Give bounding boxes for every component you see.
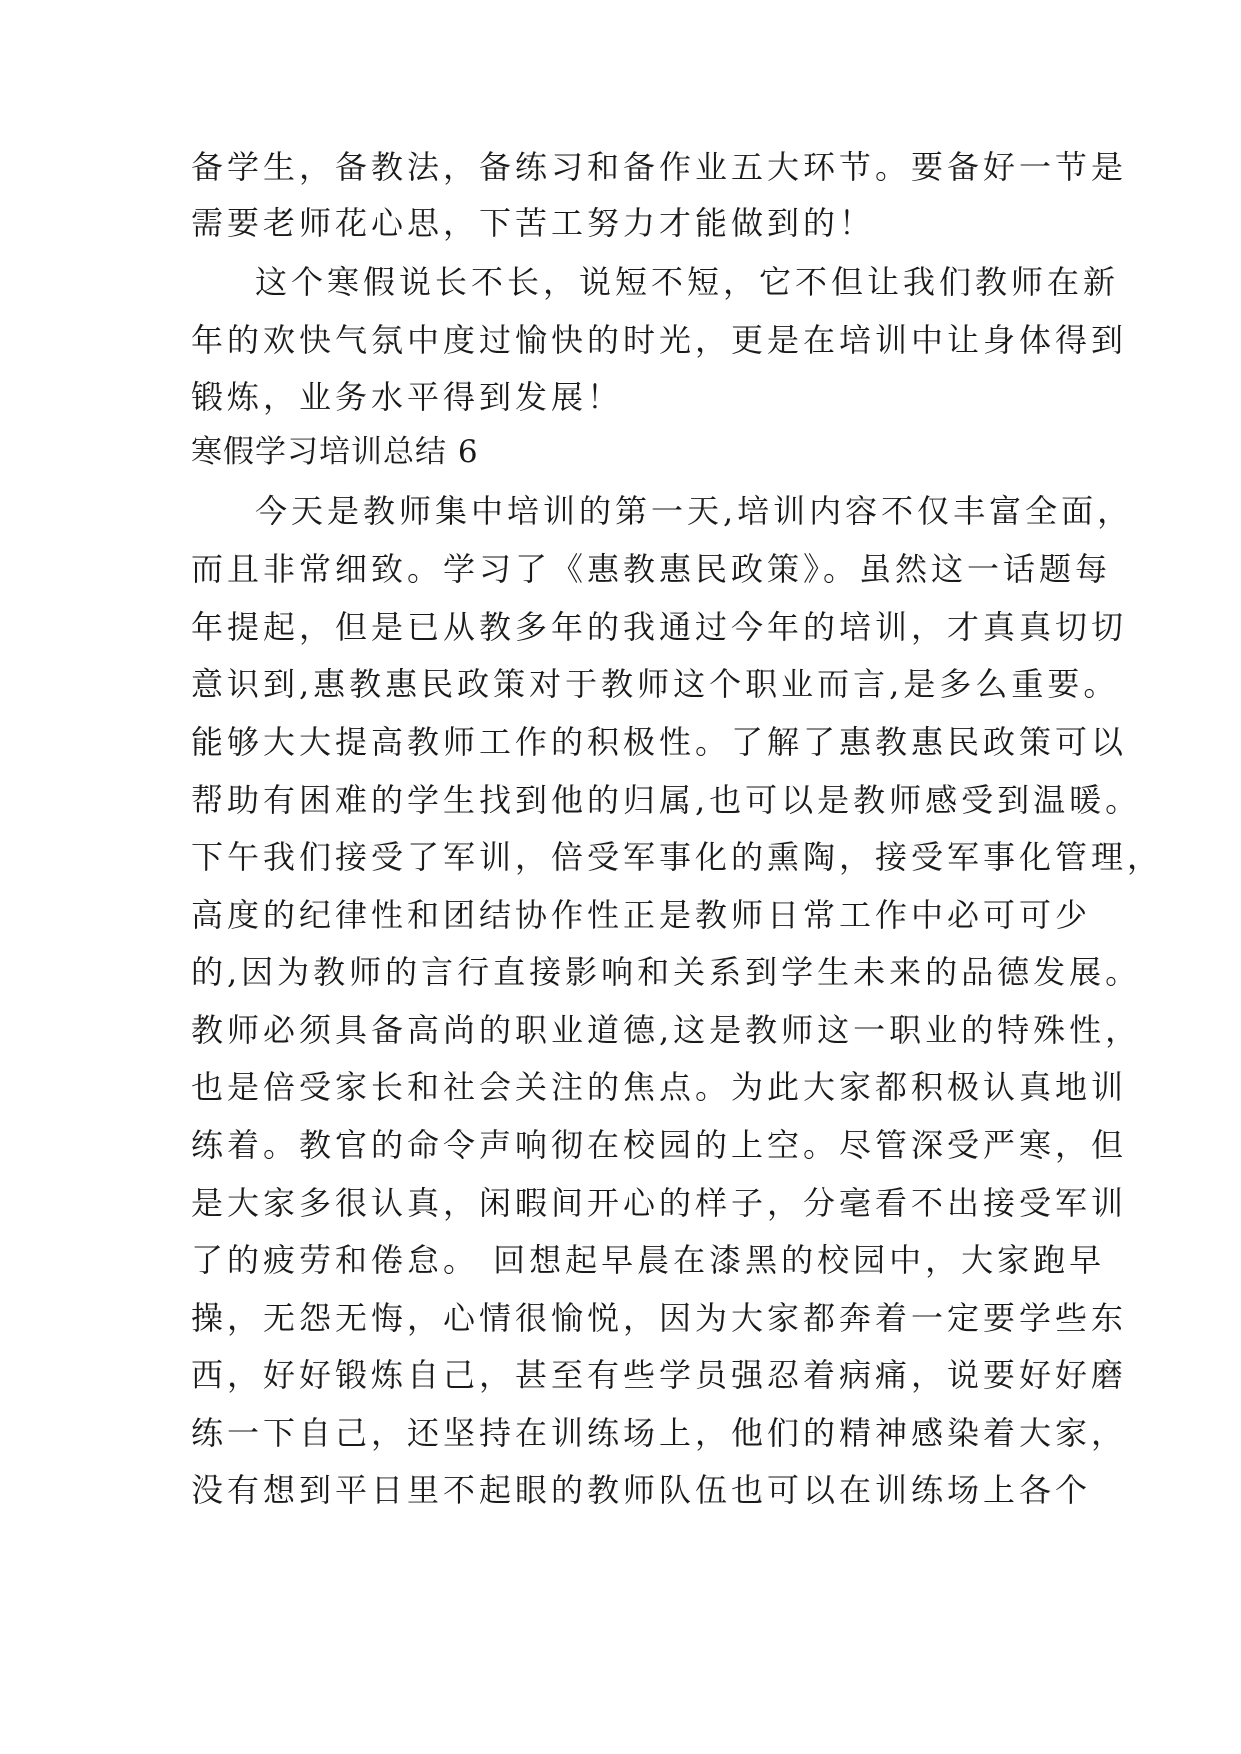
- text-line: 需要老师花心思，下苦工努力才能做到的！: [191, 204, 876, 242]
- text-line: 锻炼，业务水平得到发展！: [191, 378, 624, 416]
- text-line: 意识到,惠教惠民政策对于教师这个职业而言,是多么重要。: [191, 665, 1120, 703]
- text-line: 下午我们接受了军训，倍受军事化的熏陶，接受军事化管理，: [191, 838, 1164, 876]
- text-line: 备学生，备教法，备练习和备作业五大环节。要备好一节是: [191, 148, 1128, 186]
- text-line: 年的欢快气氛中度过愉快的时光，更是在培训中让身体得到: [191, 321, 1128, 359]
- text-line: 操，无怨无悔，心情很愉悦，因为大家都奔着一定要学些东: [191, 1299, 1128, 1337]
- paragraph-first-line: 这个寒假说长不长，说短不短，它不但让我们教师在新: [255, 263, 1120, 301]
- text-line: 也是倍受家长和社会关注的焦点。为此大家都积极认真地训: [191, 1068, 1128, 1106]
- text-line: 练一下自己，还坚持在训练场上，他们的精神感染着大家，: [191, 1414, 1128, 1452]
- text-line: 高度的纪律性和团结协作性正是教师日常工作中必可可少: [191, 896, 1092, 934]
- text-line: 的,因为教师的言行直接影响和关系到学生未来的品德发展。: [191, 953, 1142, 991]
- text-line: 了的疲劳和倦怠。 回想起早晨在漆黑的校园中，大家跑早: [191, 1241, 1106, 1279]
- text-line: 没有想到平日里不起眼的教师队伍也可以在训练场上各个: [191, 1471, 1092, 1509]
- paragraph-first-line: 今天是教师集中培训的第一天,培训内容不仅丰富全面，: [255, 492, 1134, 530]
- text-line: 教师必须具备高尚的职业道德,这是教师这一职业的特殊性，: [191, 1011, 1142, 1049]
- text-line: 西，好好锻炼自己，甚至有些学员强忍着病痛，说要好好磨: [191, 1356, 1128, 1394]
- text-line: 而且非常细致。学习了《惠教惠民政策》。虽然这一话题每: [191, 550, 1112, 588]
- text-line: 年提起，但是已从教多年的我通过今年的培训，才真真切切: [191, 608, 1128, 646]
- text-line: 能够大大提高教师工作的积极性。了解了惠教惠民政策可以: [191, 723, 1128, 761]
- text-line: 练着。教官的命令声响彻在校园的上空。尽管深受严寒，但: [191, 1126, 1128, 1164]
- text-line: 帮助有困难的学生找到他的归属,也可以是教师感受到温暖。: [191, 781, 1142, 819]
- section-heading: 寒假学习培训总结 6: [191, 434, 479, 470]
- text-line: 是大家多很认真，闲暇间开心的样子，分毫看不出接受军训: [191, 1184, 1128, 1222]
